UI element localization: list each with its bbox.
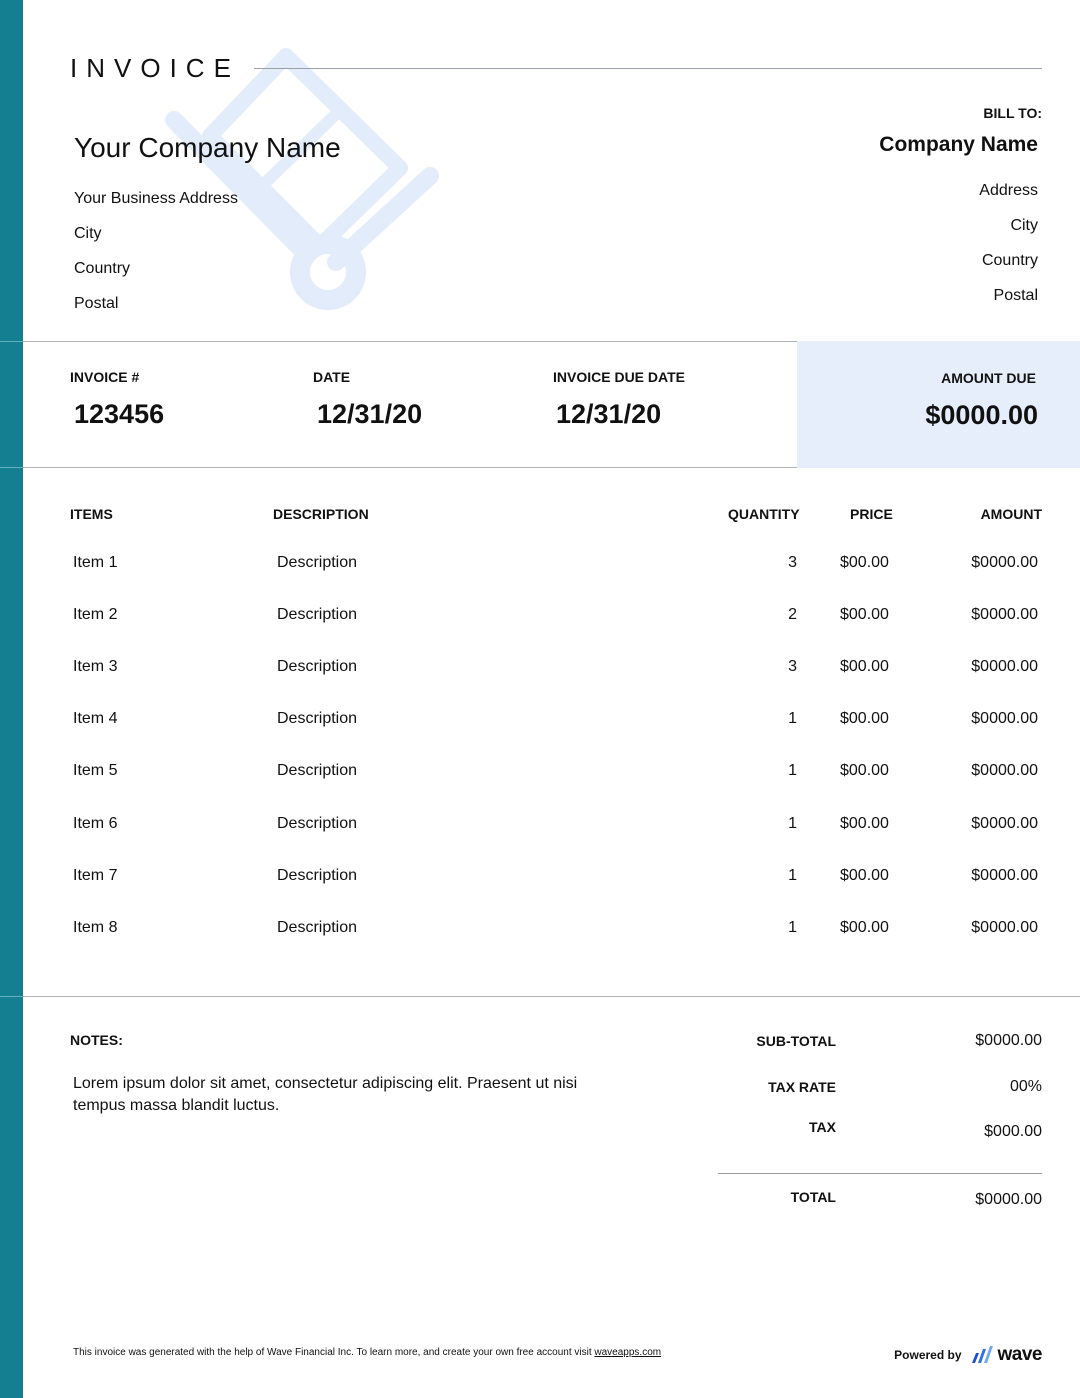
table-row	[0, 919, 1080, 939]
item-quantity: 1	[788, 762, 797, 779]
item-price: $00.00	[840, 658, 889, 675]
item-amount: $0000.00	[971, 606, 1038, 623]
tax-rate-label: TAX RATE	[768, 1079, 836, 1095]
item-amount: $0000.00	[971, 919, 1038, 936]
item-description: Description	[277, 867, 358, 884]
item-price: $00.00	[840, 762, 889, 779]
waveapps-link[interactable]: waveapps.com	[594, 1347, 662, 1358]
item-amount: $0000.00	[971, 554, 1038, 571]
column-header-price: PRICE	[850, 506, 893, 522]
total-value: $0000.00	[975, 1191, 1042, 1208]
tax-value: $000.00	[984, 1123, 1042, 1140]
items-bottom-divider	[0, 996, 1080, 997]
bill-to-block	[879, 105, 1042, 313]
column-header-quantity: QUANTITY	[728, 506, 800, 522]
item-name: Item 6	[73, 815, 118, 832]
amount-due-box	[797, 341, 1080, 468]
title-divider	[254, 68, 1042, 69]
item-amount: $0000.00	[971, 658, 1038, 675]
item-price: $00.00	[840, 606, 889, 623]
bill-to-postal: Postal	[993, 287, 1038, 304]
item-name: Item 5	[73, 762, 118, 779]
item-quantity: 3	[788, 554, 797, 571]
item-price: $00.00	[840, 815, 889, 832]
table-row	[0, 658, 1080, 678]
table-row	[0, 554, 1080, 574]
subtotal-label: SUB-TOTAL	[756, 1033, 836, 1049]
item-quantity: 1	[788, 815, 797, 832]
item-description: Description	[277, 606, 358, 623]
item-description: Description	[277, 658, 358, 675]
total-label: TOTAL	[790, 1189, 836, 1205]
footer-note	[73, 1347, 661, 1358]
item-amount: $0000.00	[971, 815, 1038, 832]
sender-postal: Postal	[74, 295, 119, 312]
item-quantity: 1	[788, 710, 797, 727]
column-header-items: ITEMS	[70, 506, 113, 522]
powered-by-label: Powered by	[894, 1348, 962, 1362]
item-price: $00.00	[840, 554, 889, 571]
item-price: $00.00	[840, 867, 889, 884]
table-row	[0, 710, 1080, 730]
bill-to-label: BILL TO:	[983, 105, 1042, 121]
sender-block	[74, 132, 341, 321]
item-quantity: 2	[788, 606, 797, 623]
sender-country: Country	[74, 260, 131, 277]
item-name: Item 2	[73, 606, 118, 623]
date-value: 12/31/20	[317, 399, 423, 429]
item-description: Description	[277, 919, 358, 936]
tax-rate-value: 00%	[1009, 1078, 1042, 1095]
totals-divider	[718, 1173, 1042, 1174]
notes-label: NOTES:	[70, 1032, 123, 1048]
sender-address: Your Business Address	[74, 190, 238, 207]
amount-due-label: AMOUNT DUE	[941, 370, 1036, 386]
notes-text: Lorem ipsum dolor sit amet, consectetur adipiscing elit. Praesent ut nisi tempus massa blandit luctus.	[73, 1075, 578, 1114]
bill-to-city: City	[1010, 217, 1038, 234]
item-price: $00.00	[840, 710, 889, 727]
bill-to-address: Address	[979, 182, 1038, 199]
item-amount: $0000.00	[971, 867, 1038, 884]
bill-to-company-name: Company Name	[879, 133, 1038, 156]
column-header-description: DESCRIPTION	[273, 506, 369, 522]
items-table-header	[0, 506, 1080, 524]
item-name: Item 4	[73, 710, 118, 727]
item-quantity: 3	[788, 658, 797, 675]
footer-note-text: This invoice was generated with the help of Wave Financial Inc. To learn more, and create your own free account visit	[73, 1347, 595, 1358]
item-amount: $0000.00	[971, 710, 1038, 727]
column-header-amount: AMOUNT	[980, 506, 1042, 522]
due-date-label: INVOICE DUE DATE	[553, 369, 685, 385]
invoice-meta-band	[23, 341, 1080, 468]
tax-label: TAX	[809, 1119, 836, 1135]
table-row	[0, 867, 1080, 887]
sender-company-name: Your Company Name	[74, 132, 341, 163]
item-description: Description	[277, 815, 358, 832]
date-label: DATE	[313, 369, 351, 385]
invoice-number-label: INVOICE #	[70, 369, 140, 385]
sender-city: City	[74, 225, 102, 242]
item-description: Description	[277, 710, 358, 727]
invoice-title: INVOICE	[70, 52, 240, 83]
item-quantity: 1	[788, 919, 797, 936]
table-row	[0, 815, 1080, 835]
wave-brand-name: wave	[997, 1344, 1042, 1365]
powered-by-wave	[894, 1344, 1042, 1366]
item-name: Item 8	[73, 919, 118, 936]
item-amount: $0000.00	[971, 762, 1038, 779]
item-description: Description	[277, 554, 358, 571]
subtotal-value: $0000.00	[975, 1032, 1042, 1049]
item-name: Item 3	[73, 658, 118, 675]
item-quantity: 1	[788, 867, 797, 884]
table-row	[0, 606, 1080, 626]
bill-to-country: Country	[981, 252, 1038, 269]
table-row	[0, 762, 1080, 782]
amount-due-value: $0000.00	[925, 400, 1038, 430]
item-description: Description	[277, 762, 358, 779]
invoice-number-value: 123456	[74, 399, 165, 429]
item-price: $00.00	[840, 919, 889, 936]
item-name: Item 1	[73, 554, 118, 571]
teal-sidebar-stripe	[0, 0, 23, 1398]
item-name: Item 7	[73, 867, 118, 884]
invoice-title-row	[70, 50, 1042, 86]
due-date-value: 12/31/20	[556, 399, 662, 429]
wave-logo-icon	[970, 1345, 994, 1365]
